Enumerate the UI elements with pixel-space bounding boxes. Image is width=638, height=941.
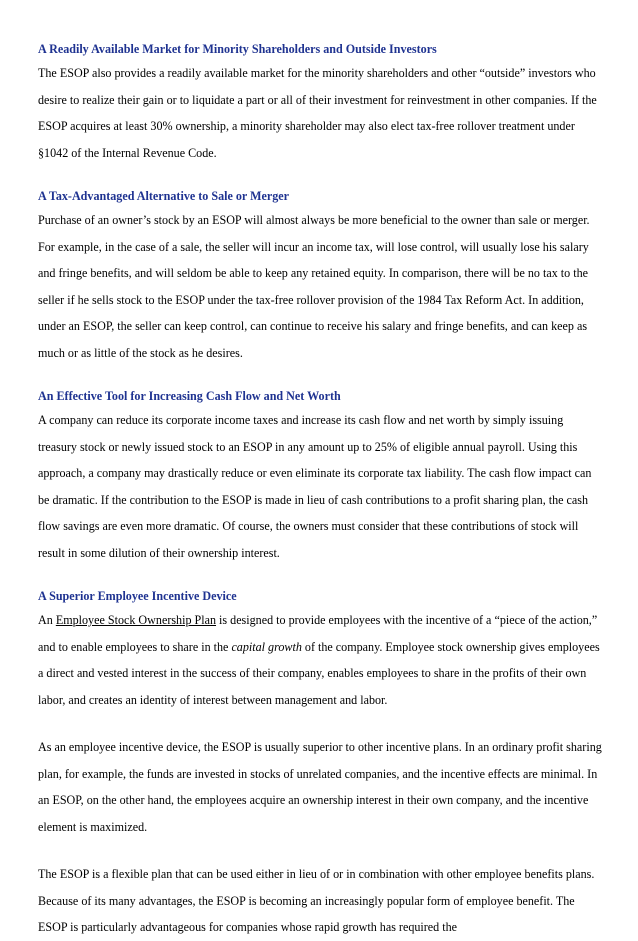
section-minority-shareholders <box>38 40 602 166</box>
section-heading: A Tax-Advantaged Alternative to Sale or Merger <box>38 189 290 203</box>
body-text: An <box>38 613 56 627</box>
section-heading: A Superior Employee Incentive Device <box>38 589 237 603</box>
section-heading: A Readily Available Market for Minority Shareholders and Outside Investors <box>38 42 437 56</box>
section-body: The ESOP also provides a readily available market for the minority shareholders and other “outside” investors who desire to realize their gain or to liquidate a part or all of their investment for reinvestment in other companies. If the ESOP acquires at least 30% ownership, a minority shareholder may also elect tax-free rollover treatment under §1042 of the Internal Revenue Code. <box>38 66 597 160</box>
body-text: is designed to provide employees with the incentive of a “piece of the action,” and to enable employees to share in the <box>38 613 598 654</box>
esop-link[interactable]: Employee Stock Ownership Plan <box>55 613 217 627</box>
section-body <box>38 607 602 713</box>
section-body: A company can reduce its corporate income taxes and increase its cash flow and net worth by simply issuing treasury stock or newly issued stock to an ESOP in any amount up to 25% of eligible annual payroll. Using this approach, a company may drastically reduce or even eliminate its corporate tax liability. The cash flow impact can be dramatic. If the contribution to the ESOP is made in lieu of cash contributions to a profit sharing plan, the cash flow savings are even more dramatic. Of course, the owners must consider that these contributions of stock will result in some dilution of their ownership interest. <box>38 413 592 560</box>
paragraph-flexible-plan: The ESOP is a flexible plan that can be used either in lieu of or in combination with other employee benefits plans. Because of its many advantages, the ESOP is becoming an increasingly popular form of employee benefit. The ESOP is particularly advantageous for companies whose rapid growth has required the <box>38 867 595 934</box>
section-cash-flow <box>38 387 602 566</box>
section-body: Purchase of an owner’s stock by an ESOP will almost always be more beneficial to the owner than sale or merger. For example, in the case of a sale, the seller will incur an income tax, will lose control, will usually lose his salary and fringe benefits, and will seldom be able to keep any retained equity. In comparison, there will be no tax to the seller if he sells stock to the ESOP under the tax-free rollover provision of the 1984 Tax Reform Act. In addition, under an ESOP, the seller can keep control, can continue to receive his salary and fringe benefits, and can keep as much or as little of the stock as he desires. <box>38 213 590 360</box>
section-employee-incentive <box>38 587 602 713</box>
section-tax-advantaged <box>38 187 602 366</box>
paragraph-incentive-device: As an employee incentive device, the ESOP is usually superior to other incentive plans. In an ordinary profit sharing plan, for example, the funds are invested in stocks of unrelated companies, and the incentive effects are minimal. In an ESOP, on the other hand, the employees acquire an ownership interest in their own company, and the incentive element is maximized. <box>38 740 602 834</box>
body-text: of the company. Employee stock ownership gives employees a direct and vested interest in the success of their company, enables employees to share in the profits of their own labor, and creates an identity of interest between management and labor. <box>38 639 600 707</box>
emphasis-text: capital growth <box>231 639 302 654</box>
section-heading: An Effective Tool for Increasing Cash Flow and Net Worth <box>38 389 341 403</box>
